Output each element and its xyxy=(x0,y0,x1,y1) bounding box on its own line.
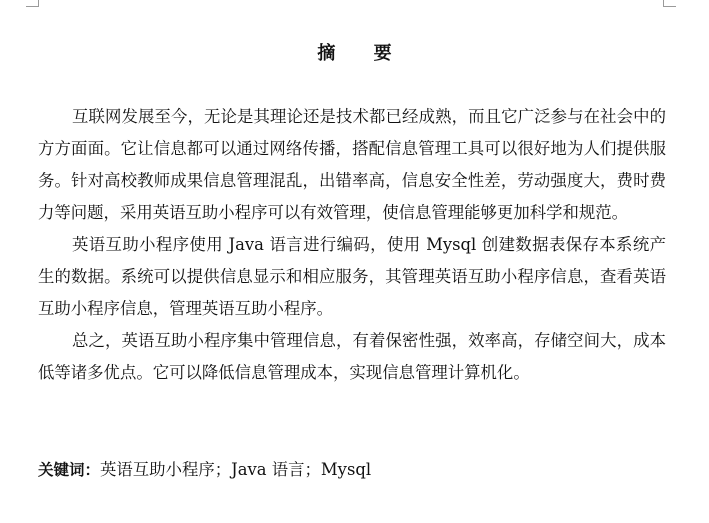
abstract-title: 摘 要 xyxy=(317,43,408,64)
abstract-paragraph: 总之，英语互助小程序集中管理信息，有着保密性强，效率高，存储空间大，成本低等诸多优点。它可以降低信息管理成本，实现信息管理计算机化。 xyxy=(38,331,666,382)
keywords-label: 关键词： xyxy=(38,461,101,479)
crop-mark-top-left xyxy=(26,0,39,7)
crop-mark-top-right xyxy=(663,0,676,7)
keywords-text: 英语互助小程序；Java 语言；Mysql xyxy=(100,460,372,479)
abstract-paragraph: 英语互助小程序使用 Java 语言进行编码，使用 Mysql 创建数据表保存本系统产生的数据。系统可以提供信息显示和相应服务，其管理英语互助小程序信息，查看英语互助小程序信息，管理英语互助小程序。 xyxy=(38,235,666,318)
keywords-line xyxy=(38,454,678,486)
abstract-body xyxy=(38,101,666,389)
abstract-paragraph: 互联网发展至今，无论是其理论还是技术都已经成熟，而且它广泛参与在社会中的方方面面。它让信息都可以通过网络传播，搭配信息管理工具可以很好地为人们提供服务。针对高校教师成果信息管理混乱，出错率高，信息安全性差，劳动强度大，费时费力等问题，采用英语互助小程序可以有效管理，使信息管理能够更加科学和规范。 xyxy=(38,107,666,222)
